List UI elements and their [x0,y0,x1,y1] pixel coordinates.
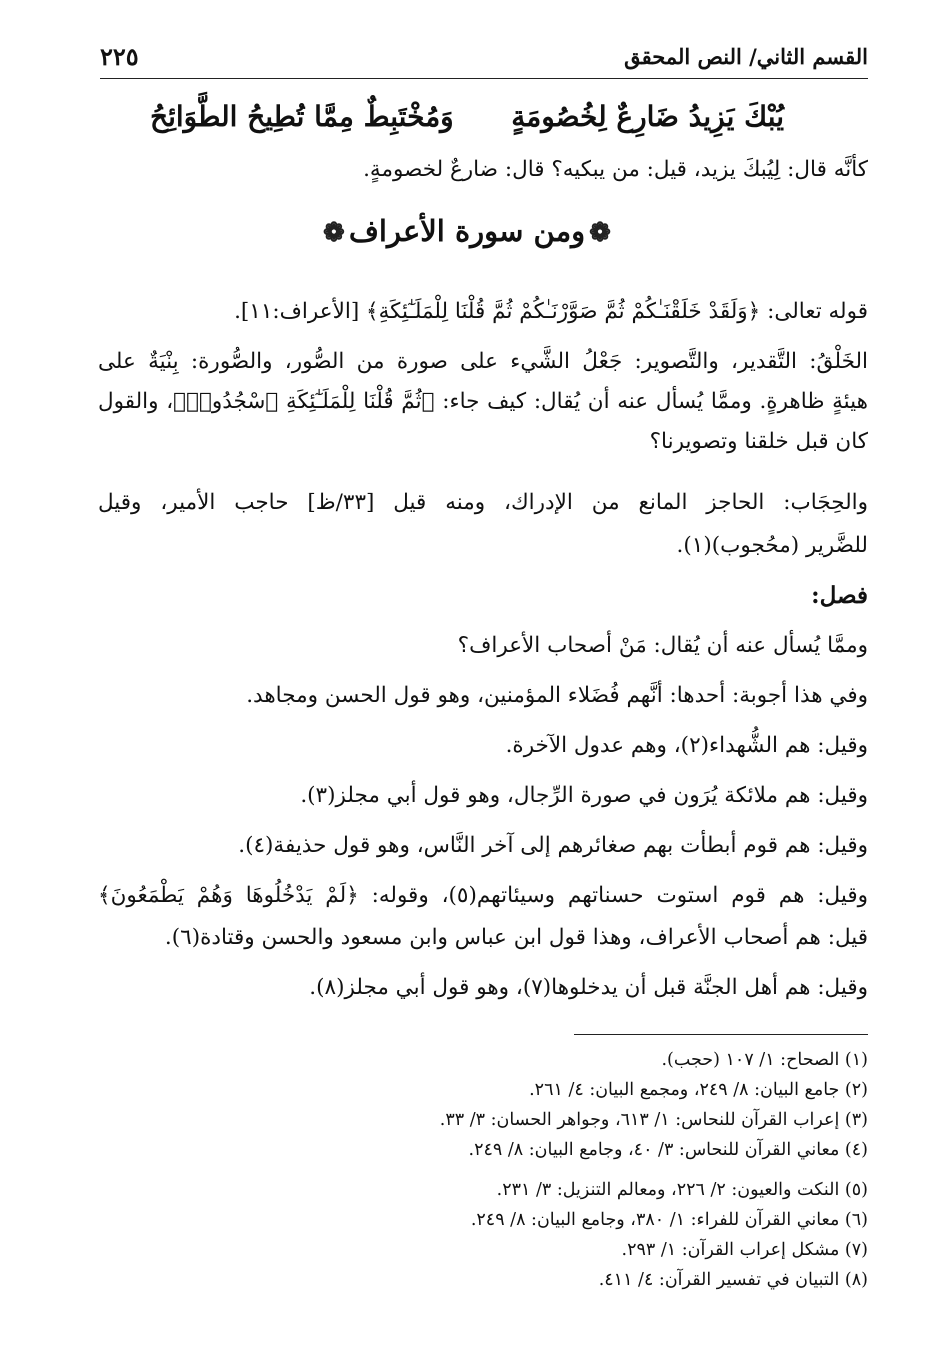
footnote: (٣) إعراب القرآن للنحاس: ١/ ٦١٣، وجواهر الحسان: ٣/ ٣٣. [439,1110,868,1130]
poetry-verse [150,100,784,144]
footnote: (١) الصحاح: ١/ ١٠٧ (حجب). [661,1050,868,1070]
page-header [100,38,868,79]
verse-explanation: كأنَّه قال: لِيُبكَ يزيد، قيل: من يبكيه؟ قال: ضارعٌ لخصومةٍ. [363,157,868,182]
body-line-quran-citation: قوله تعالى: ﴿وَلَقَدْ خَلَقْنَـٰكُمْ ثُمَّ صَوَّرْنَـٰكُمْ ثُمَّ قُلْنَا لِلْمَلَـٰٓئِكَةِ﴾ [الأعراف:١١]. [234,299,868,324]
body-line: وفي هذا أجوبة: أحدها: أنَّهم فُضَلاء المؤمنين، وهو قول الحسن ومجاهد. [246,683,868,708]
body-line-question-end: كان قبل خلقنا وتصويرنا؟ [649,429,868,454]
body-line: وقيل: هم الشُّهداء(٢)، وهم عدول الآخرة. [505,733,868,758]
body-line-definition: الخَلْقُ: التَّقدير، والتَّصوير: جَعْلُ الشَّيء على صورة من الصُّور، والصُّورة: بِنْيَةٌ على [98,349,868,374]
body-line-hijab: والحِجَاب: الحاجز المانع من الإدراك، ومنه قيل [٣٣/ظ] حاجب الأمير، وقيل [98,490,868,515]
body-line: وقيل: هم أهل الجنَّة قبل أن يدخلوها(٧)، وهو قول أبي مجلز(٨). [309,975,868,1000]
body-line: وقيل: هم قوم أبطأت بهم صغائرهم إلى آخر النَّاس، وهو قول حذيفة(٤). [238,833,868,858]
footnote: (٦) معاني القرآن للفراء: ١/ ٣٨٠، وجامع البيان: ٨/ ٢٤٩. [470,1210,868,1230]
body-line: قيل: هم أصحاب الأعراف، وهذا قول ابن عباس وابن مسعود والحسن وقتادة(٦). [164,925,868,950]
ornament-right-icon: ❁ [589,218,611,248]
body-line-question: هيئةٍ ظاهرةٍ. وممَّا يُسأل عنه أن يُقال: كيف جاء: ﴿ثُمَّ قُلْنَا لِلْمَلَـٰٓئِكَةِ ٱسْجُدُوا۟﴾، والقول [98,389,868,414]
body-line: وقيل: هم ملائكة يُرَون في صورة الرِّجال، وهو قول أبي مجلز(٣). [300,783,868,808]
body-line-hijab-end: للضَّرير (محُجوب)(١). [676,533,868,558]
footnote-separator [574,1034,868,1035]
running-title: القسم الثاني/ النص المحقق [624,44,868,69]
section-heading-fasl: فصل: [811,582,868,609]
page-number: ٢٢٥ [100,42,139,71]
ornament-left-icon: ❁ [323,218,345,248]
verse-second-hemistich: وَمُخْتَبِطٌ مِمَّا تُطِيحُ الطَّوَائِحُ [150,100,454,133]
sura-heading [0,214,934,248]
footnote: (٥) النكت والعيون: ٢/ ٢٢٦، ومعالم التنزيل: ٣/ ٢٣١. [496,1180,868,1200]
body-line: وقيل: هم قوم استوت حسناتهم وسيئاتهم(٥)، وقوله: ﴿لَمْ يَدْخُلُوهَا وَهُمْ يَطْمَعُونَ﴾ [98,883,868,908]
footnote: (٨) التبيان في تفسير القرآن: ٤/ ٤١١. [598,1270,868,1290]
footnote: (٤) معاني القرآن للنحاس: ٣/ ٤٠، وجامع البيان: ٨/ ٢٤٩. [468,1140,868,1160]
footnote: (٧) مشكل إعراب القرآن: ١/ ٢٩٣. [621,1240,868,1260]
body-line: وممَّا يُسأل عنه أن يُقال: مَنْ أصحاب الأعراف؟ [457,633,868,658]
sura-heading-text: ومن سورة الأعراف [348,214,586,248]
verse-first-hemistich: يُبْكَ يَزِيدُ ضَارِعٌ لِخُصُومَةٍ [511,100,784,133]
footnote: (٢) جامع البيان: ٨/ ٢٤٩، ومجمع البيان: ٤/ ٢٦١. [529,1080,868,1100]
